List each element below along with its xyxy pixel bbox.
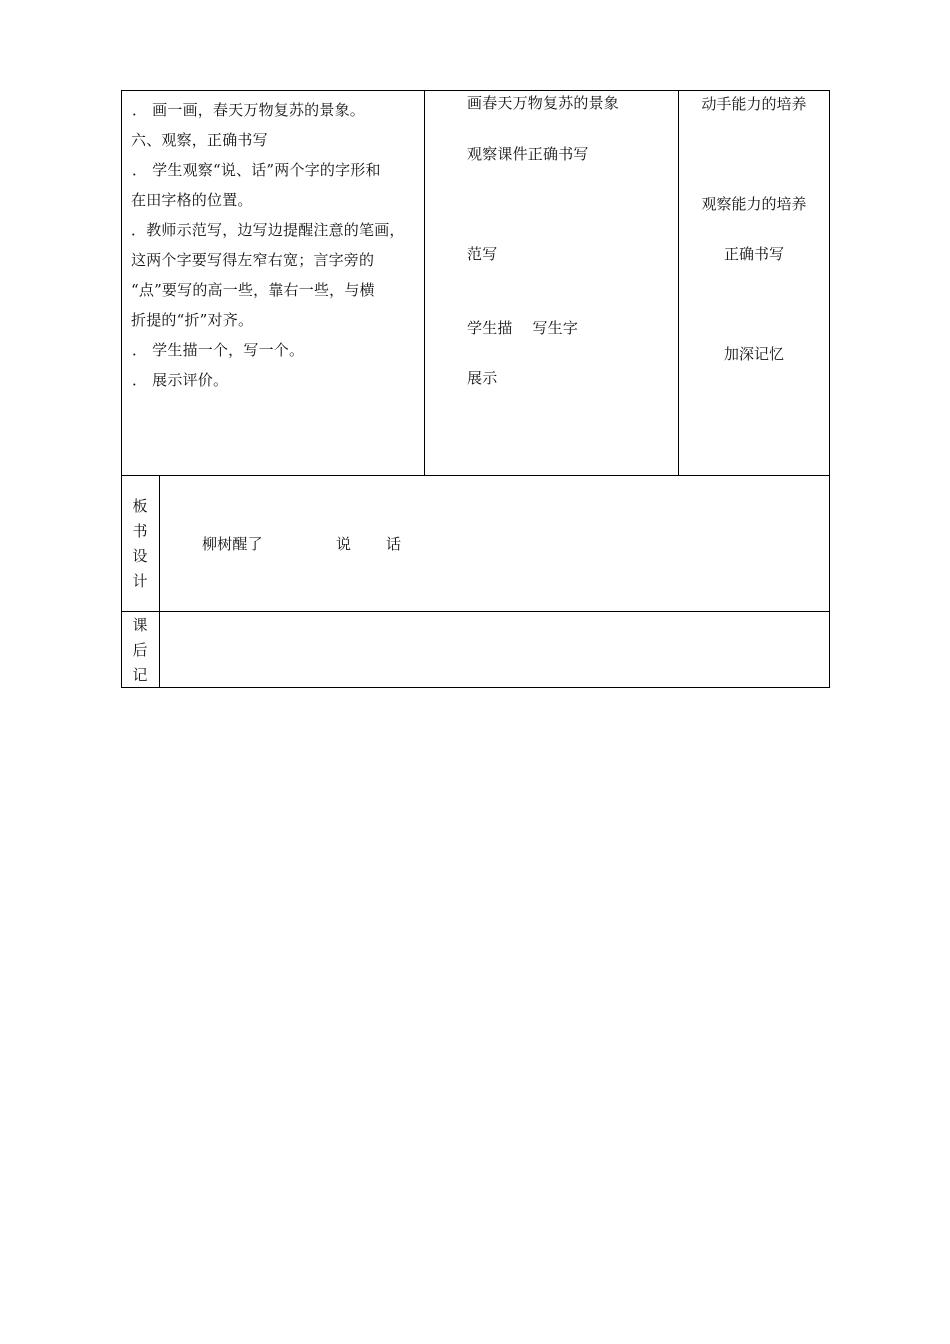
- activity-line: ． 学生观察“说、话”两个字的字形和: [132, 161, 381, 179]
- activity-line: ． 展示评价。: [132, 371, 229, 389]
- board-label-char: 设: [132, 547, 148, 565]
- board-char-shuo: 说: [336, 535, 352, 553]
- board-char-hua: 话: [386, 535, 402, 553]
- col-divider-2: [678, 90, 679, 476]
- notes-content: [160, 612, 829, 687]
- activity-line: 折提的“折”对齐。: [131, 311, 254, 329]
- notes-label-char: 记: [132, 666, 148, 684]
- notes-label-char: 后: [132, 641, 148, 659]
- purpose-line: 动手能力的培养: [701, 95, 807, 113]
- purpose-line: 观察能力的培养: [701, 195, 807, 213]
- activity-line: ． 学生描一个，写一个。: [132, 341, 305, 359]
- activity-line: 六、观察，正确书写: [131, 131, 268, 149]
- student-line: 范写: [467, 245, 498, 263]
- col-divider-1: [424, 90, 425, 476]
- activity-line: ． 画一画，春天万物复苏的景象。: [132, 101, 365, 119]
- student-line: 展示: [467, 369, 498, 387]
- purpose-line: 正确书写: [723, 245, 784, 263]
- activity-line: “点”要写的高一些，靠右一些，与横: [131, 281, 375, 299]
- student-line: 观察课件正确书写: [467, 145, 589, 163]
- activity-line: 这两个字要写得左窄右宽；言字旁的: [131, 251, 375, 269]
- purpose-line: 加深记忆: [723, 345, 784, 363]
- row-divider-activities: [121, 475, 830, 476]
- board-label-char: 板: [132, 497, 148, 515]
- student-line: 学生描 写生字: [467, 319, 579, 337]
- student-line: 画春天万物复苏的景象: [467, 94, 620, 112]
- board-label-char: 计: [132, 572, 148, 590]
- board-label-char: 书: [132, 522, 148, 540]
- board-title: 柳树醒了: [202, 535, 263, 553]
- notes-label-char: 课: [132, 616, 148, 634]
- activity-line: ．教师示范写，边写边提醒注意的笔画，: [131, 221, 405, 239]
- activity-line: 在田字格的位置。: [131, 191, 253, 209]
